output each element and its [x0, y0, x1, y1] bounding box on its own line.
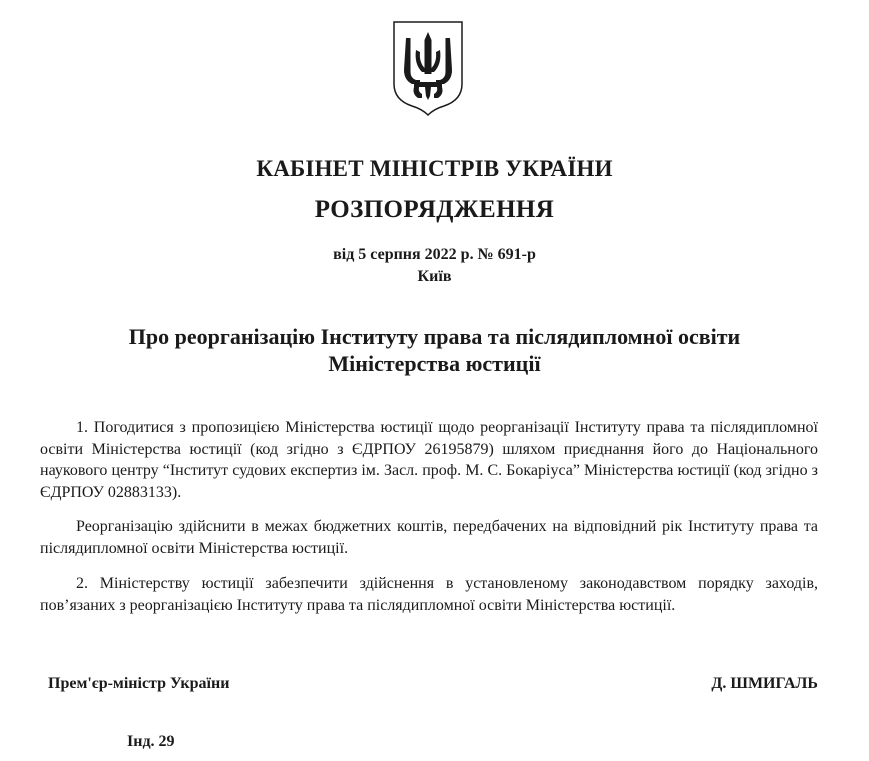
body-paragraph: 1. Погодитися з пропозицією Міністерства юстиції щодо реорганізації Інституту права та післядипломної освіти Міністерства юстиції (код згідно з ЄДРПОУ 26195879) шляхом приєднання його до Національного наукового центру “Інститут судових експертиз ім. Засл. проф. М. С. Бокаріуса” Міністерства юстиції (код згідно з ЄДРПОУ 02883133).: [40, 419, 818, 501]
document-type: РОЗПОРЯДЖЕННЯ: [314, 196, 555, 223]
document-title: [40, 323, 829, 377]
body-paragraph: 2. Міністерству юстиції забезпечити здійснення в установленому законодавством порядку заходів, пов’язаних з реорганізацією Інституту права та післядипломної освіти Міністерства юстиції.: [40, 575, 818, 614]
trident-coat-of-arms-icon: [392, 20, 464, 116]
signatory-name: Д. ШМИГАЛЬ: [711, 675, 818, 692]
signatory-position: Прем'єр-міністр України: [48, 675, 230, 692]
document-title-line: Про реорганізацію Інституту права та післядипломної освіти: [128, 324, 741, 349]
issuing-authority: КАБІНЕТ МІНІСТРІВ УКРАЇНИ: [256, 156, 613, 181]
document-city: Київ: [417, 268, 452, 285]
document-date-number: від 5 серпня 2022 р. № 691-р: [333, 246, 536, 263]
document-index: Інд. 29: [127, 733, 175, 750]
body-paragraph: Реорганізацію здійснити в межах бюджетних коштів, передбачених на відповідний рік Інституту права та післядипломної освіти Міністерства юстиції.: [40, 518, 818, 557]
document-title-line: Міністерства юстиції: [328, 351, 541, 376]
